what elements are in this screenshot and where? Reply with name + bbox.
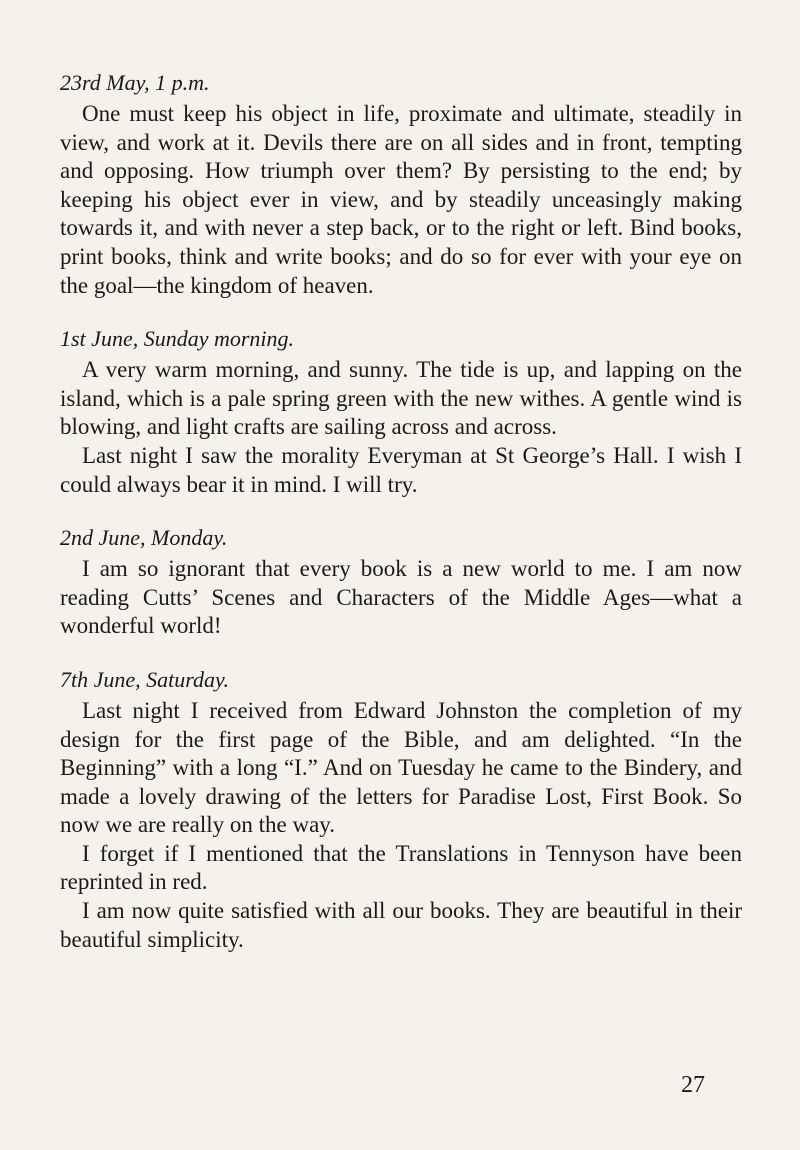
entry-paragraph: One must keep his object in life, proximate and ultimate, steadily in view, and work at it. Devils there are on all sides and in front, tempting and opposing. How triumph over them? By persisting to the end; by keeping his object ever in view, and by steadily unceasingly making towards it, and with never a step back, or to the right or left. Bind books, print books, think and write books; and do so for ever with your eye on the goal—the kingdom of heaven. xyxy=(60,101,742,298)
diary-entry xyxy=(60,322,742,499)
entry-heading: 1st June, Sunday morning. xyxy=(60,326,295,352)
entry-paragraph: I am now quite satisfied with all our books. They are beautiful in their beautiful simplicity. xyxy=(60,898,742,952)
journal-page xyxy=(60,66,742,976)
diary-entry xyxy=(60,66,742,300)
page-number: 27 xyxy=(681,1072,705,1098)
entry-heading: 7th June, Saturday. xyxy=(60,666,230,692)
entry-paragraph: Last night I saw the morality Everyman at St George’s Hall. I wish I could always bear it in mind. I will try. xyxy=(60,442,742,497)
diary-entry xyxy=(60,663,742,954)
entry-heading: 2nd June, Monday. xyxy=(60,525,228,551)
entry-paragraph: I forget if I mentioned that the Translations in Tennyson have been reprinted in red. xyxy=(60,840,742,895)
entry-paragraph: I am so ignorant that every book is a new world to me. I am now reading Cutts’ Scenes and Characters of the Middle Ages—what a wonderful world! xyxy=(60,556,742,639)
entry-paragraph: A very warm morning, and sunny. The tide is up, and lapping on the island, which is a pale spring green with the new withes. A gentle wind is blowing, and light crafts are sailing across and across. xyxy=(60,357,742,440)
diary-entry xyxy=(60,521,742,641)
entry-heading: 23rd May, 1 p.m. xyxy=(60,70,210,95)
entry-paragraph: Last night I received from Edward Johnston the completion of my design for the first page of the Bible, and am delighted. “In the Beginning” with a long “I.” And on Tuesday he came to the Bindery, and made a lovely drawing of the letters for Paradise Lost, First Book. So now we are really on the way. xyxy=(60,697,742,838)
